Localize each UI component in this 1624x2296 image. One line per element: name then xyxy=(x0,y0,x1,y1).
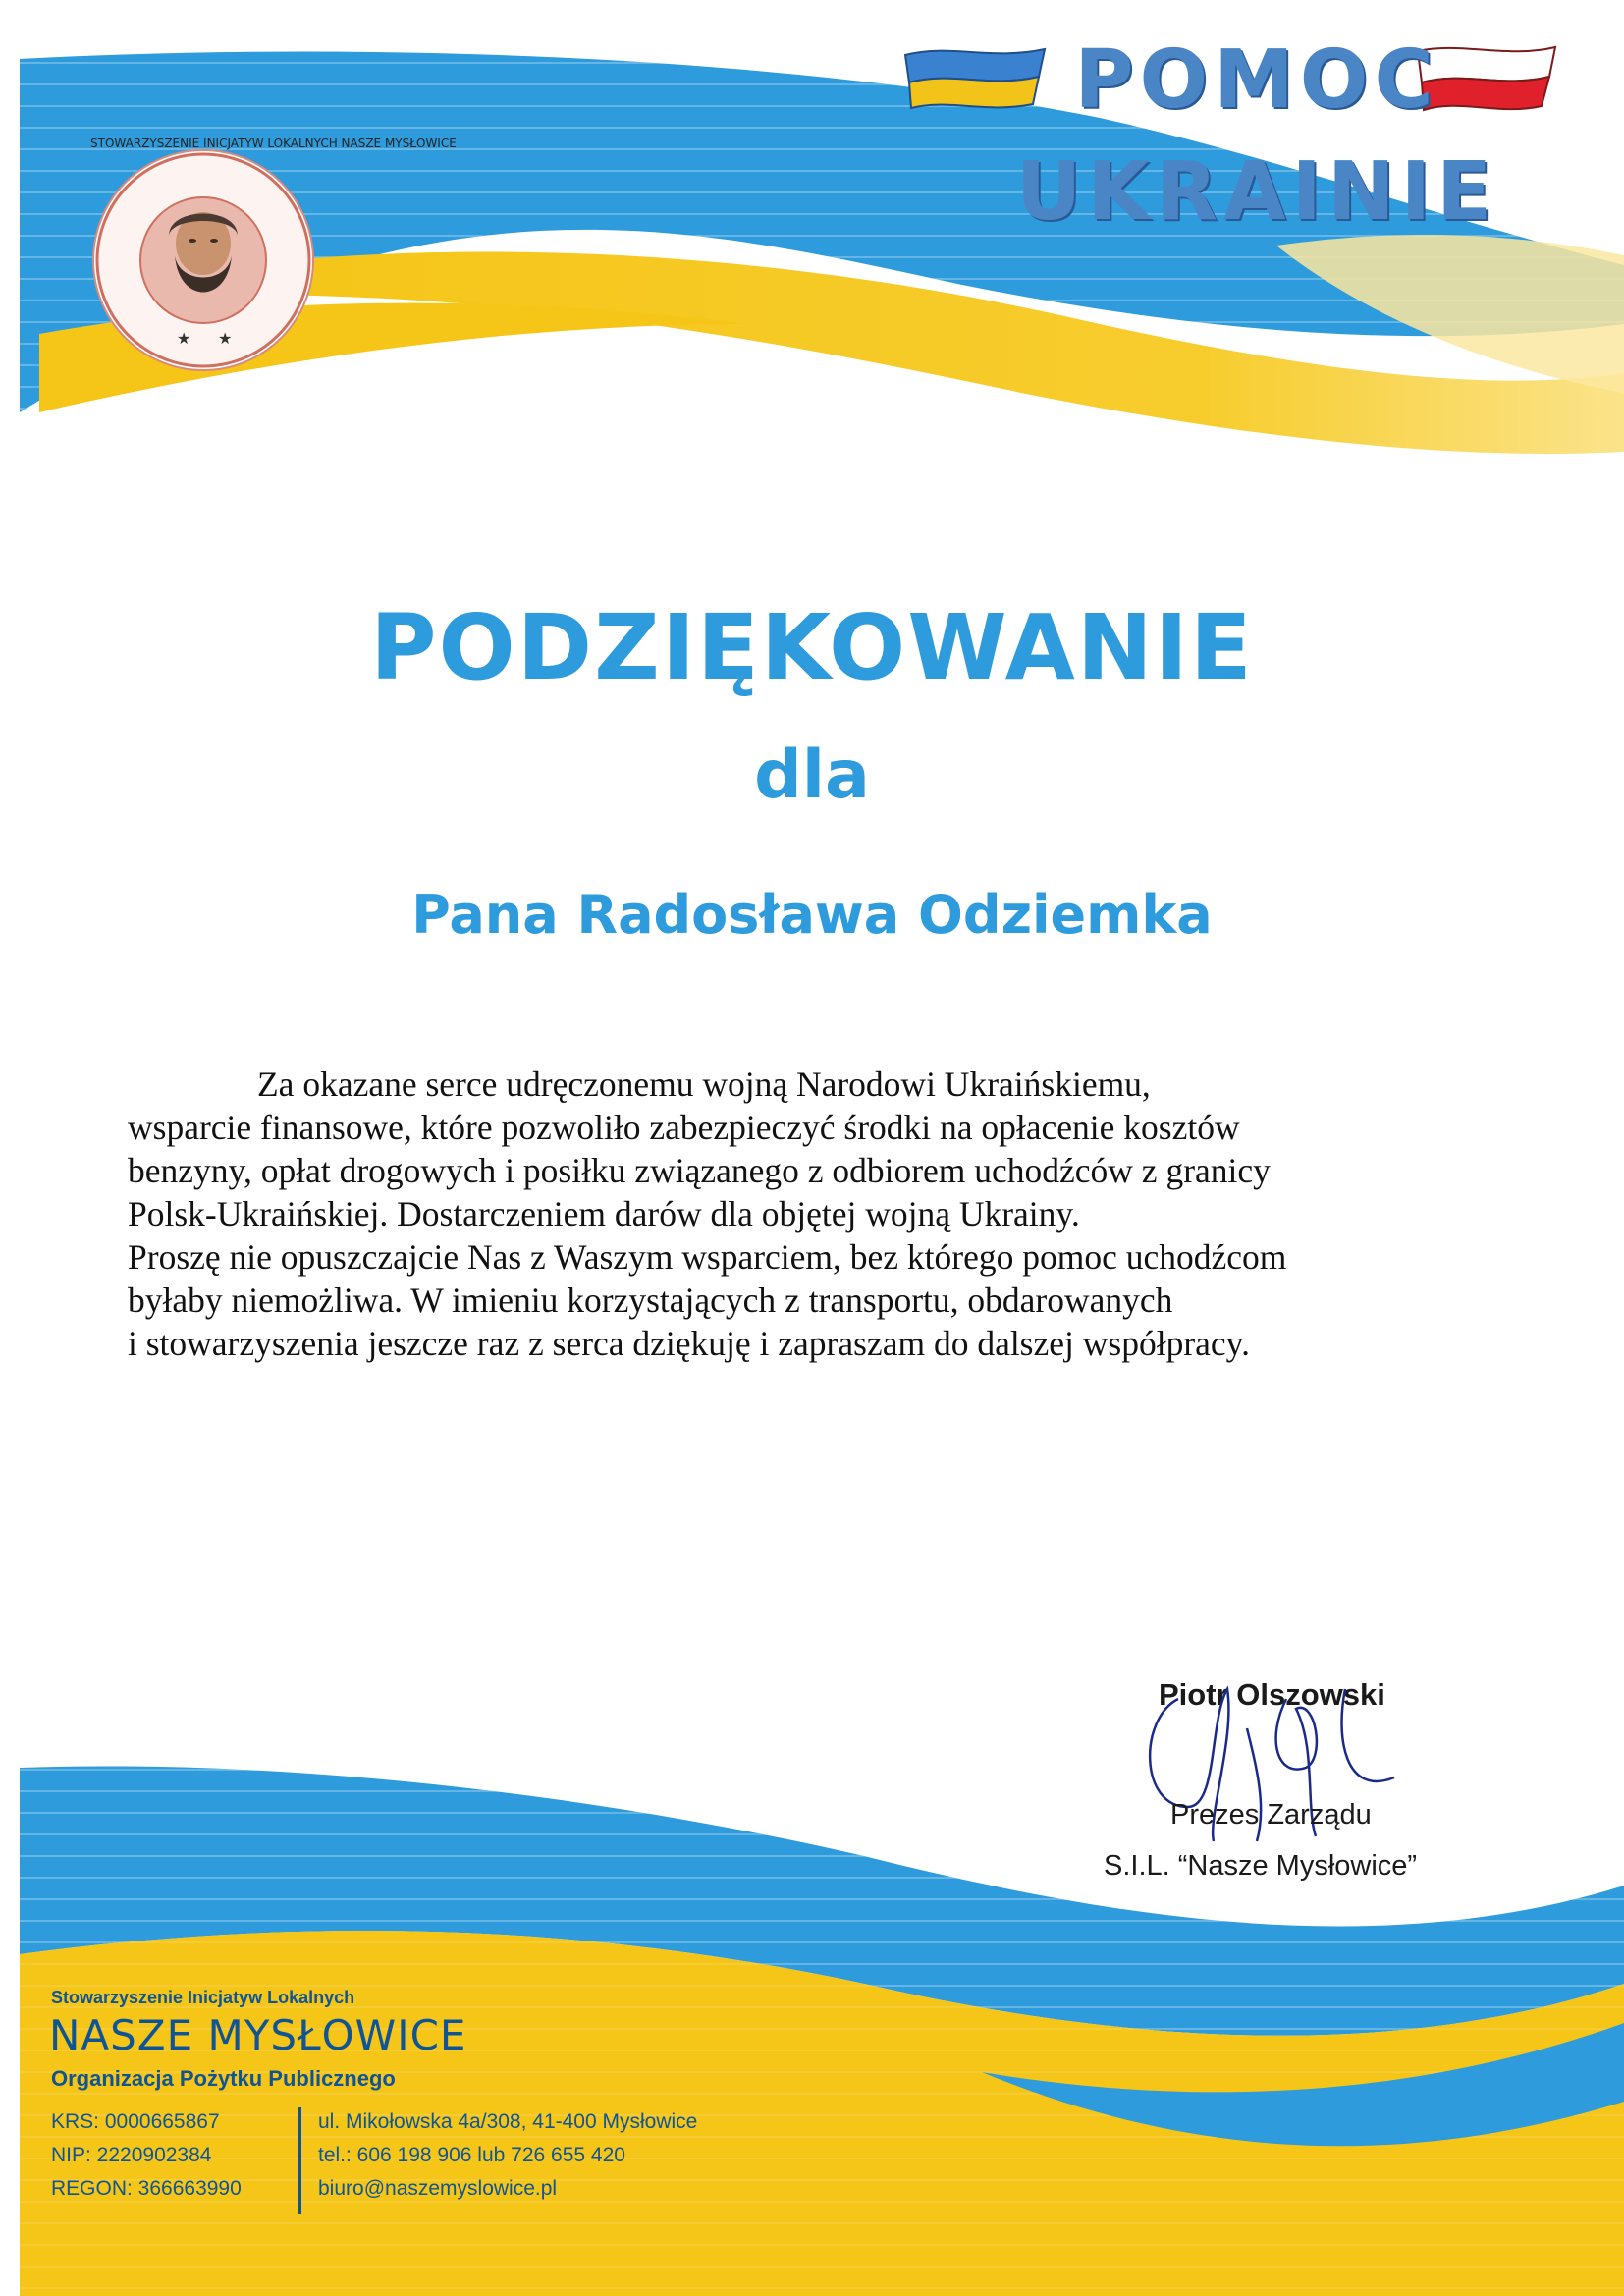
footer-contact xyxy=(318,2105,697,2206)
registry-nip: NIP: 2220902384 xyxy=(51,2144,212,2166)
footer-association: Stowarzyszenie Inicjatyw Lokalnych xyxy=(51,1988,355,2007)
campaign-title xyxy=(982,29,1532,246)
association-logo xyxy=(90,137,457,373)
body-line: benzyny, opłat drogowych i posiłku związanego z odbiorem uchodźców z granicy xyxy=(128,1151,1271,1190)
footer-org-name: NASZE MYSŁOWICE xyxy=(49,2011,467,2059)
contact-phone: tel.: 606 198 906 lub 726 655 420 xyxy=(318,2144,625,2166)
svg-text:★: ★ xyxy=(218,329,233,348)
contact-email: biuro@naszemyslowice.pl xyxy=(318,2177,558,2200)
recipient-name: Pana Radosława Odziemka xyxy=(411,884,1213,946)
body-line: wsparcie finansowe, które pozwoliło zabezpieczyć środki na opłacenie kosztów xyxy=(128,1108,1240,1147)
signatory-name: Piotr Olszowski xyxy=(1159,1677,1385,1712)
campaign-line-1: POMOC xyxy=(1074,33,1439,127)
certificate-for: dla xyxy=(754,737,870,814)
body-line: Polsk-Ukraińskiej. Dostarczeniem darów dla objętej wojną Ukrainy. xyxy=(128,1194,1080,1233)
registry-regon: REGON: 366663990 xyxy=(51,2177,242,2200)
certificate-title: PODZIĘKOWANIE xyxy=(370,595,1254,700)
signatory-role: Prezes Zarządu xyxy=(1170,1799,1372,1831)
footer-divider xyxy=(298,2107,301,2214)
body-line: i stowarzyszenia jeszcze raz z serca dziękuję i zapraszam do dalszej współpracy. xyxy=(128,1324,1250,1363)
body-line: byłaby niemożliwa. W imieniu korzystających z transportu, obdarowanych xyxy=(128,1281,1173,1320)
svg-text:★: ★ xyxy=(177,329,191,348)
body-line: Za okazane serce udręczonemu wojną Narodowi Ukraińskiemu, xyxy=(257,1065,1151,1104)
certificate-body xyxy=(128,1063,1502,1365)
registry-krs: KRS: 0000665867 xyxy=(51,2110,220,2133)
footer-subtitle: Organizacja Pożytku Publicznego xyxy=(51,2066,396,2091)
contact-address: ul. Mikołowska 4a/308, 41-400 Mysłowice xyxy=(318,2110,698,2133)
campaign-line-2: UKRAINIE xyxy=(1015,145,1498,239)
footer-registry xyxy=(51,2105,242,2206)
body-line: Proszę nie opuszczajcie Nas z Waszym wsparciem, bez którego pomoc uchodźcom xyxy=(128,1237,1287,1277)
signatory-organization: S.I.L. “Nasze Mysłowice” xyxy=(1104,1850,1418,1882)
logo-text: STOWARZYSZENIE INICJATYW LOKALNYCH NASZE MYSŁOWICE xyxy=(90,137,457,150)
